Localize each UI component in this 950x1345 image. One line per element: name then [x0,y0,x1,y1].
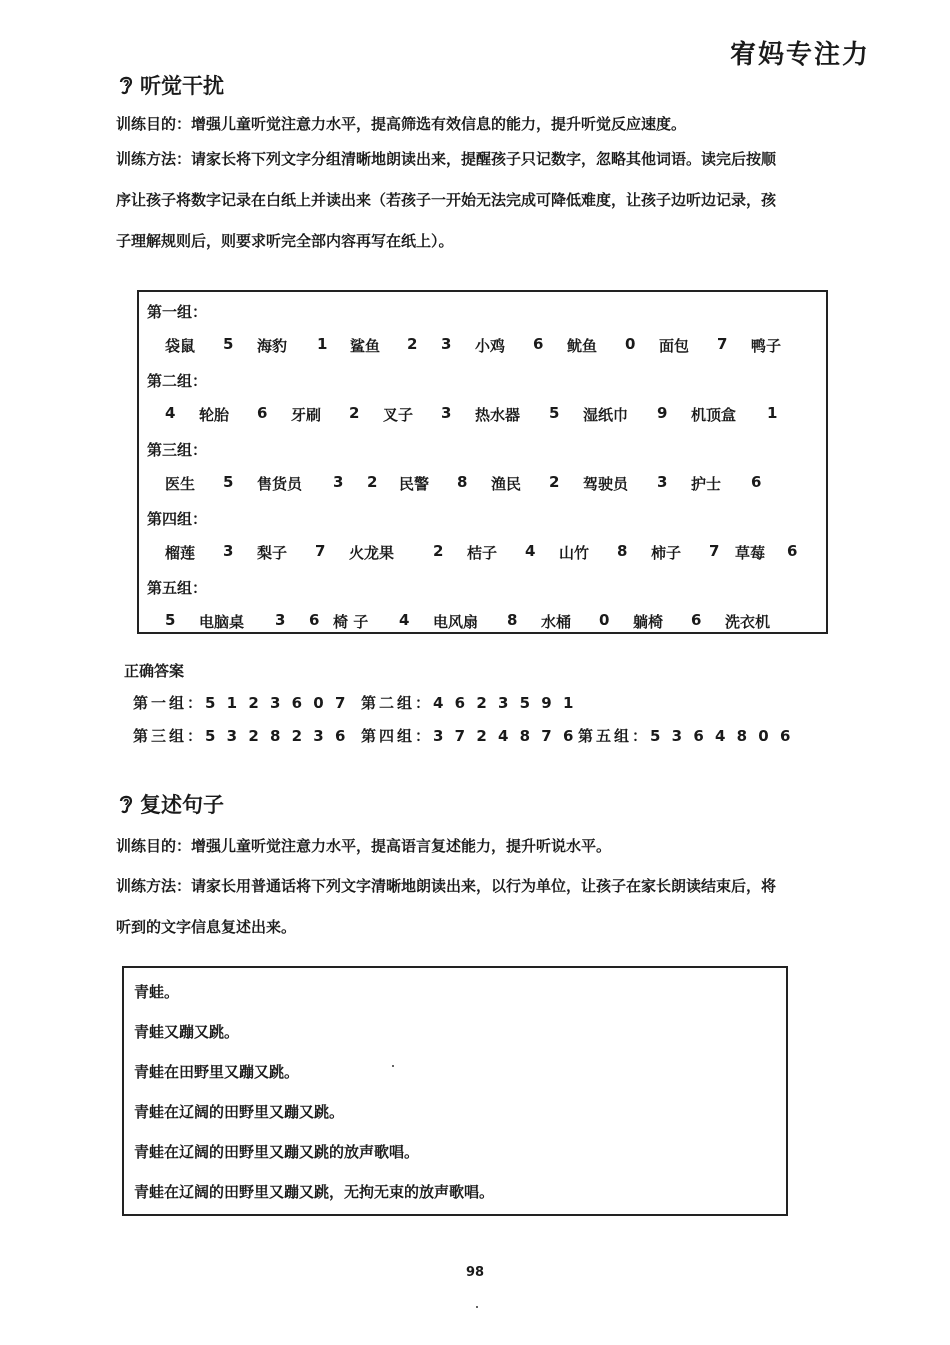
answer-label: 第二组： [361,694,434,712]
item-word: 山竹 [559,544,590,562]
answer-value: 4 6 2 3 5 9 1 [433,694,577,712]
item-number: 6 [309,611,320,629]
item-number: 2 [549,473,560,491]
item-word: 热水器 [475,406,521,424]
item-number: 6 [787,542,798,560]
group-label: 第一组： [147,303,208,321]
answer-label: 第一组： [133,694,206,712]
brand-title: 宥妈专注力 [729,40,870,70]
item-word: 小鸡 [475,337,506,355]
sentence-box [122,966,788,1216]
item-number: 1 [317,335,328,353]
purpose-text: 训练目的：增强儿童听觉注意力水平，提高筛选有效信息的能力，提升听觉反应速度。 [116,115,687,133]
item-word: 柿子 [651,544,682,562]
exercise-box [137,290,828,634]
item-word: 护士 [691,475,722,493]
item-number: 8 [457,473,468,491]
section-title-text: 复述句子 [140,793,224,817]
item-number: 7 [717,335,728,353]
answer-group-1 [133,692,348,713]
answer-label: 第四组： [361,727,434,745]
item-word: 售货员 [257,475,303,493]
item-number: 2 [349,404,360,422]
scan-speck [392,1065,394,1067]
scan-speck [476,1306,478,1308]
item-number: 4 [525,542,536,560]
answer-group-5 [578,725,793,746]
item-word: 叉子 [383,406,414,424]
section-title-text: 听觉干扰 [140,74,224,98]
group-label: 第五组： [147,579,208,597]
answer-label: 第三组： [133,727,206,745]
answer-label: 第五组： [578,727,651,745]
answer-value: 5 3 6 4 8 0 6 [650,727,794,745]
group-label: 第二组： [147,372,208,390]
section-title-listening [116,70,224,100]
purpose-text: 训练目的：增强儿童听觉注意力水平，提高语言复述能力，提升听说水平。 [116,837,612,855]
ear-icon [116,793,136,815]
item-number: 4 [165,404,176,422]
item-number: 1 [767,404,778,422]
item-word: 火龙果 [349,544,395,562]
sentence: 青蛙。 [134,983,180,1001]
item-word: 榴莲 [165,544,196,562]
sentence: 青蛙又蹦又跳。 [134,1023,240,1041]
method-line: 听到的文字信息复述出来。 [116,918,297,936]
answer-value: 3 7 2 4 8 7 6 [433,727,577,745]
item-word: 轮胎 [199,406,230,424]
item-number: 3 [441,335,452,353]
item-number: 7 [709,542,720,560]
item-number: 5 [549,404,560,422]
method-line: 子理解规则后，则要求听完全部内容再写在纸上）。 [116,232,454,250]
item-number: 3 [657,473,668,491]
item-number: 5 [223,473,234,491]
page-number: 98 [465,1265,485,1280]
sentence: 青蛙在辽阔的田野里又蹦又跳的放声歌唱。 [134,1143,420,1161]
item-number: 9 [657,404,668,422]
item-word: 民警 [399,475,430,493]
item-word: 牙刷 [291,406,322,424]
item-word: 驾驶员 [583,475,629,493]
item-number: 5 [223,335,234,353]
item-number: 2 [433,542,444,560]
item-number: 3 [333,473,344,491]
item-word: 草莓 [735,544,766,562]
answer-group-3 [133,725,348,746]
item-number: 2 [367,473,378,491]
group-label: 第四组： [147,510,208,528]
item-number: 5 [165,611,176,629]
method-line: 训练方法：请家长将下列文字分组清晰地朗读出来，提醒孩子只记数字，忽略其他词语。读完后按顺 [116,150,777,168]
answer-group-2 [361,692,576,713]
item-number: 8 [617,542,628,560]
item-number: 8 [507,611,518,629]
answer-group-4 [361,725,576,746]
item-word: 面包 [659,337,690,355]
item-word: 机顶盒 [691,406,737,424]
item-word: 医生 [165,475,196,493]
item-word: 海豹 [257,337,288,355]
item-word: 袋鼠 [165,337,196,355]
sentence: 青蛙在辽阔的田野里又蹦又跳，无拘无束的放声歌唱。 [134,1183,495,1201]
item-number: 0 [599,611,610,629]
item-word: 湿纸巾 [583,406,629,424]
method-line: 序让孩子将数字记录在白纸上并读出来（若孩子一开始无法完成可降低难度，让孩子边听边记录，孩 [116,191,777,209]
item-word: 鱿鱼 [567,337,598,355]
item-word: 洗衣机 [725,613,771,631]
answers-title: 正确答案 [124,662,185,680]
answer-value: 5 3 2 8 2 3 6 [205,727,349,745]
item-number: 6 [751,473,762,491]
item-number: 3 [223,542,234,560]
item-number: 7 [315,542,326,560]
item-number: 2 [407,335,418,353]
item-word: 水桶 [541,613,572,631]
item-word: 渔民 [491,475,522,493]
section-title-repeat [116,789,224,819]
item-word: 躺椅 [633,613,664,631]
item-word: 鲨鱼 [350,337,381,355]
item-number: 3 [441,404,452,422]
ear-icon [116,74,136,96]
item-word: 桔子 [467,544,498,562]
item-number: 0 [625,335,636,353]
item-number: 4 [399,611,410,629]
item-number: 6 [691,611,702,629]
sentence: 青蛙在田野里又蹦又跳。 [134,1063,300,1081]
item-word: 梨子 [257,544,288,562]
group-label: 第三组： [147,441,208,459]
method-line: 训练方法：请家长用普通话将下列文字清晰地朗读出来，以行为单位，让孩子在家长朗读结束后，将 [116,877,777,895]
item-word: 鸭子 [751,337,782,355]
item-number: 6 [533,335,544,353]
item-word: 电风扇 [433,613,479,631]
sentence: 青蛙在辽阔的田野里又蹦又跳。 [134,1103,345,1121]
item-word: 电脑桌 [199,613,245,631]
answer-value: 5 1 2 3 6 0 7 [205,694,349,712]
item-number: 3 [275,611,286,629]
item-number: 6 [257,404,268,422]
item-word: 椅 子 [333,613,369,631]
